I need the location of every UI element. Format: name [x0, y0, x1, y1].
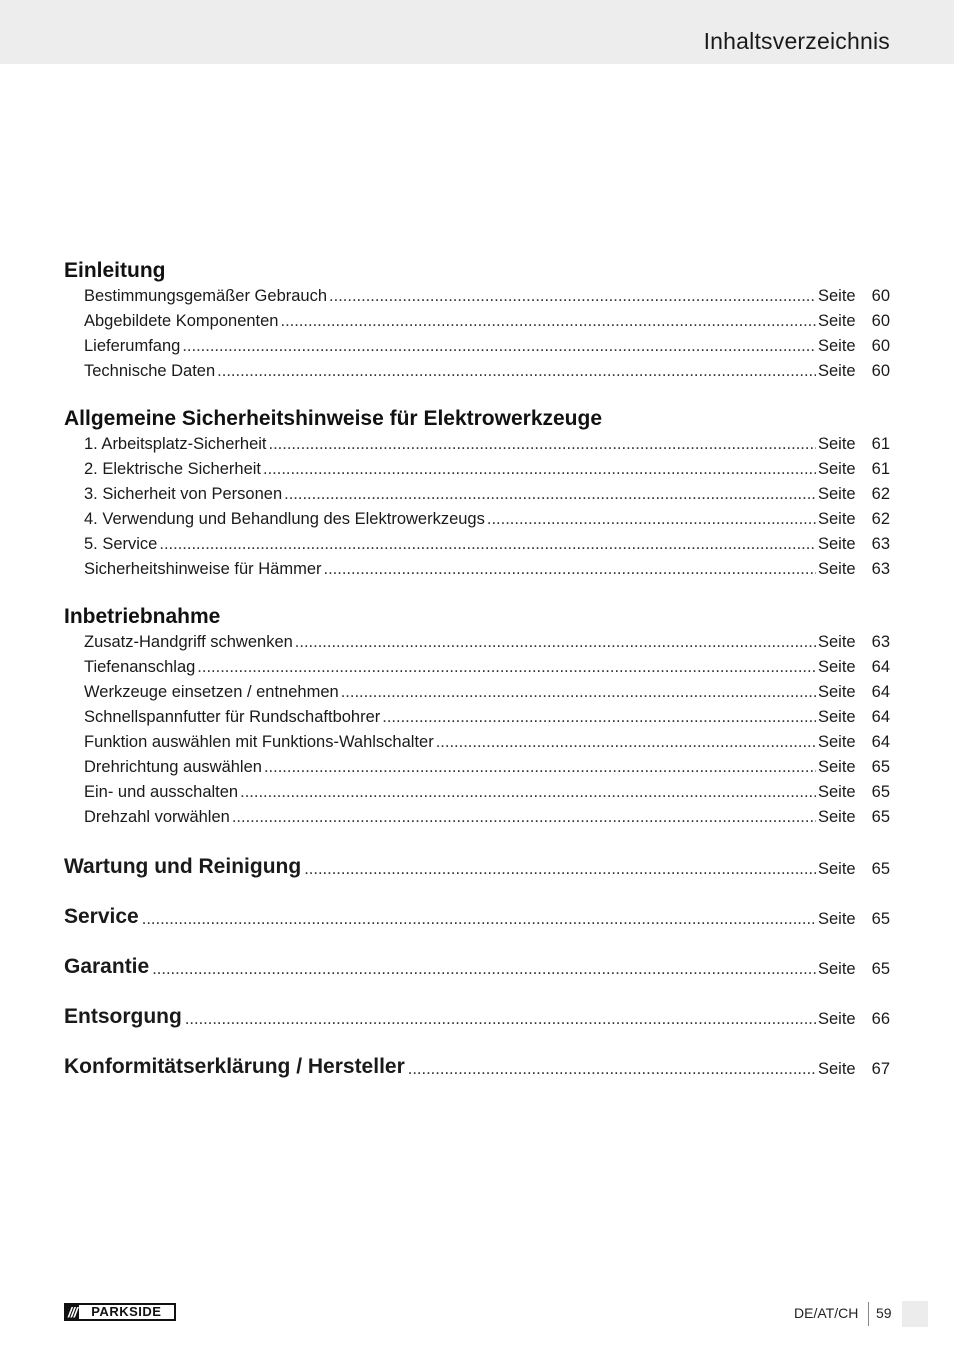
seite-label: Seite: [818, 485, 856, 503]
toc-entry-label: 3. Sicherheit von Personen: [84, 485, 283, 503]
seite-label: Seite: [818, 783, 856, 801]
dot-leader: [240, 780, 816, 805]
seite-label: Seite: [818, 312, 856, 330]
page-number-footer: 59: [876, 1305, 892, 1321]
section-title: Einleitung: [64, 259, 166, 282]
page-number: 64: [871, 708, 890, 726]
page-number: 65: [871, 758, 890, 776]
toc-entry[interactable]: [64, 705, 890, 730]
toc-entry[interactable]: [64, 507, 890, 532]
toc-entry[interactable]: [64, 284, 890, 309]
toc-entry-label: Lieferumfang: [84, 337, 181, 355]
toc-section-sicherheitshinweise: [64, 406, 890, 582]
page-number: 63: [871, 633, 890, 651]
toc-section-einleitung: [64, 258, 890, 384]
seite-label: Seite: [818, 362, 856, 380]
page-number: 63: [871, 560, 890, 578]
toc-entry[interactable]: [64, 457, 890, 482]
dot-leader: [263, 457, 816, 482]
seite-label: Seite: [818, 287, 856, 305]
dot-leader: [329, 284, 816, 309]
page-number: 66: [871, 1010, 890, 1028]
toc-entry[interactable]: [64, 755, 890, 780]
seite-label: Seite: [818, 337, 856, 355]
toc-entry-label: Abgebildete Komponenten: [84, 312, 279, 330]
table-of-contents: [64, 258, 890, 1080]
toc-major-entry-wartung[interactable]: [64, 850, 890, 880]
page-number: 60: [871, 287, 890, 305]
dot-leader: [152, 958, 816, 980]
seite-label: Seite: [818, 733, 856, 751]
page-number: 64: [871, 733, 890, 751]
page-number: 62: [871, 485, 890, 503]
page-number: 60: [871, 312, 890, 330]
seite-label: Seite: [818, 560, 856, 578]
dot-leader: [382, 705, 816, 730]
toc-entry[interactable]: [64, 680, 890, 705]
toc-entry-label: 1. Arbeitsplatz-Sicherheit: [84, 435, 267, 453]
toc-major-entry-entsorgung[interactable]: [64, 1000, 890, 1030]
toc-entry-label: Ein- und ausschalten: [84, 783, 239, 801]
toc-entry[interactable]: [64, 655, 890, 680]
seite-label: Seite: [818, 1010, 856, 1028]
toc-entry-label: 4. Verwendung und Behandlung des Elektrowerkzeugs: [84, 510, 485, 528]
seite-label: Seite: [818, 535, 856, 553]
seite-label: Seite: [818, 758, 856, 776]
dot-leader: [142, 908, 816, 930]
toc-entry-label: Schnellspannfutter für Rundschaftbohrer: [84, 708, 381, 726]
seite-label: Seite: [818, 808, 856, 826]
dot-leader: [487, 507, 816, 532]
seite-label: Seite: [818, 510, 856, 528]
logo-slashes: ///: [64, 1304, 79, 1320]
page-number: 65: [871, 783, 890, 801]
toc-entry[interactable]: [64, 482, 890, 507]
dot-leader: [436, 730, 816, 755]
major-entry-label: Entsorgung: [64, 1005, 182, 1028]
page-number: 62: [871, 510, 890, 528]
page-number: 60: [871, 362, 890, 380]
dot-leader: [159, 532, 816, 557]
toc-entry[interactable]: [64, 334, 890, 359]
page-number: 64: [871, 683, 890, 701]
dot-leader: [341, 680, 816, 705]
seite-label: Seite: [818, 460, 856, 478]
dot-leader: [324, 557, 816, 582]
major-entry-label: Wartung und Reinigung: [64, 855, 302, 878]
dot-leader: [408, 1058, 816, 1080]
toc-entry[interactable]: [64, 630, 890, 655]
toc-entry-label: Bestimmungsgemäßer Gebrauch: [84, 287, 328, 305]
page-number: 61: [871, 460, 890, 478]
page-number: 60: [871, 337, 890, 355]
section-title: Inbetriebnahme: [64, 605, 221, 628]
dot-leader: [197, 655, 816, 680]
page-number: 67: [871, 1060, 890, 1078]
country-code: DE/AT/CH: [794, 1305, 859, 1321]
page-number: 61: [871, 435, 890, 453]
page-number: 65: [871, 808, 890, 826]
dot-leader: [232, 805, 816, 830]
toc-entry-label: 5. Service: [84, 535, 158, 553]
dot-leader: [269, 432, 816, 457]
seite-label: Seite: [818, 658, 856, 676]
dot-leader: [284, 482, 816, 507]
footer-tab-box: [902, 1301, 928, 1327]
page-number: 64: [871, 658, 890, 676]
toc-entry-label: Werkzeuge einsetzen / entnehmen: [84, 683, 339, 701]
section-title: Allgemeine Sicherheitshinweise für Elektrowerkzeuge: [64, 407, 603, 430]
footer-divider: [868, 1302, 869, 1326]
toc-entry-label: Drehrichtung auswählen: [84, 758, 262, 776]
dot-leader: [182, 334, 816, 359]
toc-entry[interactable]: [64, 557, 890, 582]
major-entry-label: Service: [64, 905, 139, 928]
toc-entry-label: Tiefenanschlag: [84, 658, 196, 676]
toc-entry-label: 2. Elektrische Sicherheit: [84, 460, 261, 478]
toc-entry-label: Drehzahl vorwählen: [84, 808, 230, 826]
dot-leader: [185, 1008, 816, 1030]
seite-label: Seite: [818, 960, 856, 978]
toc-entry[interactable]: [64, 532, 890, 557]
toc-entry[interactable]: [64, 805, 890, 830]
toc-entry[interactable]: [64, 309, 890, 334]
toc-entry[interactable]: [64, 730, 890, 755]
toc-entry-label: Funktion auswählen mit Funktions-Wahlschalter: [84, 733, 434, 751]
major-entry-label: Konformitätserklärung / Hersteller: [64, 1055, 405, 1078]
toc-entry-label: Technische Daten: [84, 362, 216, 380]
dot-leader: [295, 630, 816, 655]
seite-label: Seite: [818, 708, 856, 726]
toc-entry-label: Sicherheitshinweise für Hämmer: [84, 560, 322, 578]
parkside-logo: [64, 1303, 176, 1321]
toc-major-entry-service[interactable]: [64, 900, 890, 930]
toc-entry[interactable]: [64, 780, 890, 805]
page-number: 65: [871, 910, 890, 928]
logo-text: PARKSIDE: [79, 1305, 174, 1319]
seite-label: Seite: [818, 1060, 856, 1078]
major-entry-label: Garantie: [64, 955, 150, 978]
toc-entry[interactable]: [64, 359, 890, 384]
page-number: 65: [871, 960, 890, 978]
page-number: 65: [871, 860, 890, 878]
seite-label: Seite: [818, 435, 856, 453]
dot-leader: [217, 359, 816, 384]
toc-major-entry-konformitaet[interactable]: [64, 1050, 890, 1080]
seite-label: Seite: [818, 683, 856, 701]
toc-major-entry-garantie[interactable]: [64, 950, 890, 980]
page-number: 63: [871, 535, 890, 553]
toc-entry-label: Zusatz-Handgriff schwenken: [84, 633, 293, 651]
page-title: Inhaltsverzeichnis: [703, 28, 890, 54]
toc-entry[interactable]: [64, 432, 890, 457]
dot-leader: [281, 309, 817, 334]
dot-leader: [264, 755, 816, 780]
seite-label: Seite: [818, 910, 856, 928]
seite-label: Seite: [818, 633, 856, 651]
dot-leader: [304, 858, 816, 880]
seite-label: Seite: [818, 860, 856, 878]
toc-section-inbetriebnahme: [64, 604, 890, 830]
